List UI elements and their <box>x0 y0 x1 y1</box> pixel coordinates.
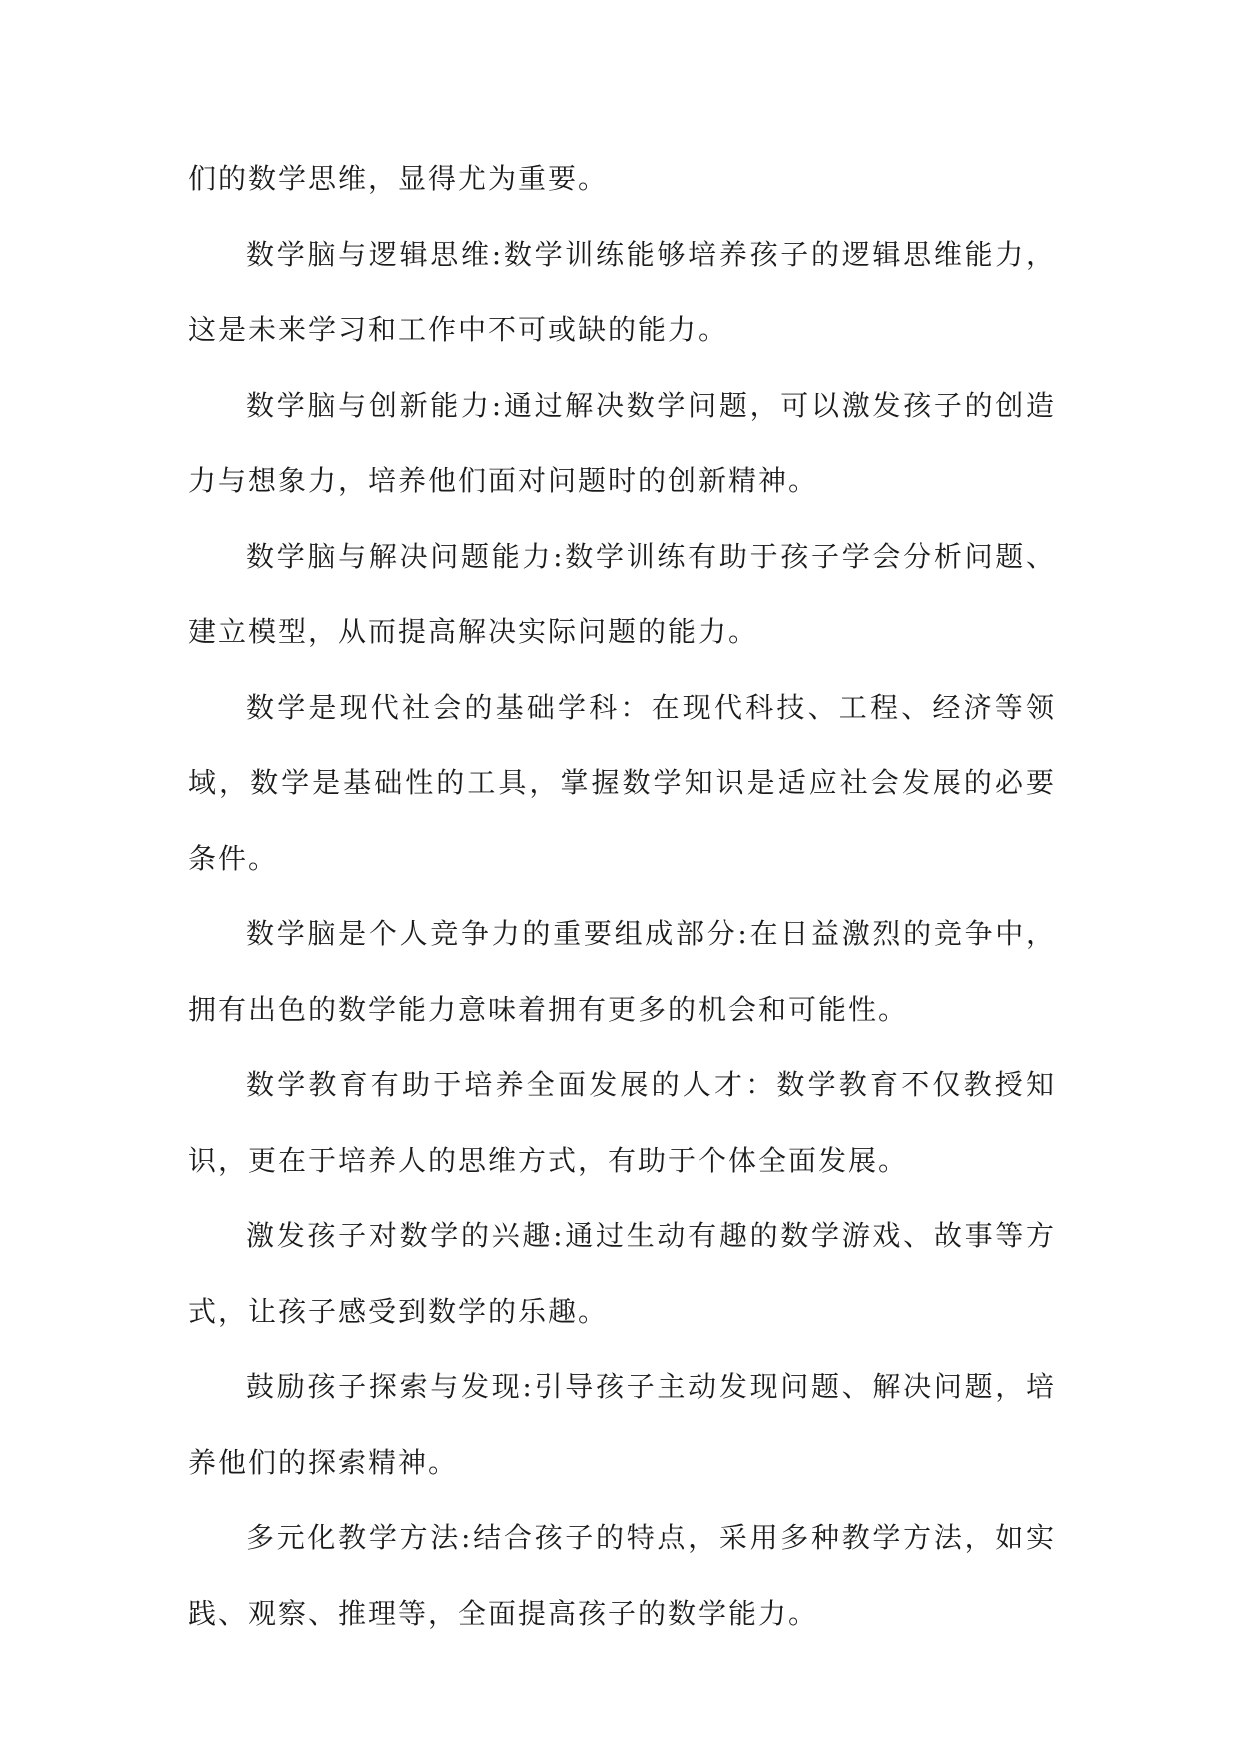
document-body <box>188 141 1056 1651</box>
paragraph-problem-solving: 数学脑与解决问题能力:数学训练有助于孩子学会分析问题、建立模型，从而提高解决实际问题的能力。 <box>188 539 1056 648</box>
paragraph-logic-thinking: 数学脑与逻辑思维:数学训练能够培养孩子的逻辑思维能力，这是未来学习和工作中不可或缺的能力。 <box>188 237 1056 346</box>
paragraph-continuation: 们的数学思维，显得尤为重要。 <box>188 162 609 195</box>
paragraph-teaching-methods: 多元化教学方法:结合孩子的特点，采用多种教学方法，如实践、观察、推理等，全面提高孩子的数学能力。 <box>188 1521 1056 1630</box>
paragraph-foundation-subject: 数学是现代社会的基础学科：在现代科技、工程、经济等领域，数学是基础性的工具，掌握数学知识是适应社会发展的必要条件。 <box>188 690 1056 875</box>
paragraph-interest: 激发孩子对数学的兴趣:通过生动有趣的数学游戏、故事等方式，让孩子感受到数学的乐趣。 <box>188 1219 1056 1328</box>
paragraph-innovation: 数学脑与创新能力:通过解决数学问题，可以激发孩子的创造力与想象力，培养他们面对问题时的创新精神。 <box>188 388 1056 497</box>
paragraph-exploration: 鼓励孩子探索与发现:引导孩子主动发现问题、解决问题，培养他们的探索精神。 <box>188 1370 1056 1479</box>
paragraph-competitiveness: 数学脑是个人竞争力的重要组成部分:在日益激烈的竞争中，拥有出色的数学能力意味着拥有更多的机会和可能性。 <box>188 917 1056 1026</box>
paragraph-all-round-development: 数学教育有助于培养全面发展的人才：数学教育不仅教授知识，更在于培养人的思维方式，有助于个体全面发展。 <box>188 1068 1056 1177</box>
